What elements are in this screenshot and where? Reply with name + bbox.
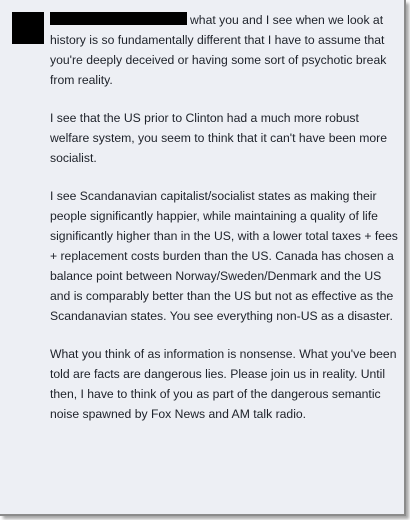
comment-paragraph-2: I see that the US prior to Clinton had a much more robust welfare system, you seem to think that it can't have been more socialist. <box>50 111 387 165</box>
avatar[interactable] <box>12 12 44 44</box>
comment-paragraph-1 <box>50 10 398 90</box>
comment-paragraph-3: I see Scandanavian capitalist/socialist states as making their people significantly happier, while maintaining a quality of life significantly higher than in the US, with a lower total taxes + fees + replacement costs burden than the US. Canada has chosen a balance point between Norway/Sweden/Denmark and the US and is comparably better than the US but not as effective as the Scandanavian states. You see everything non-US as a disaster. <box>50 189 398 323</box>
comment-paragraph-1-text: what you and I see when we look at history is so fundamentally different that I have to assume that you're deeply deceived or having some sort of psychotic break from reality. <box>50 13 387 87</box>
redacted-name <box>50 12 187 25</box>
comment-body <box>50 10 398 442</box>
comment-paragraph-4: What you think of as information is nonsense. What you've been told are facts are dangerous lies. Please join us in reality. Until then, I have to think of you as part of the dangerous semantic noise spawned by Fox News and AM talk radio. <box>50 347 397 421</box>
